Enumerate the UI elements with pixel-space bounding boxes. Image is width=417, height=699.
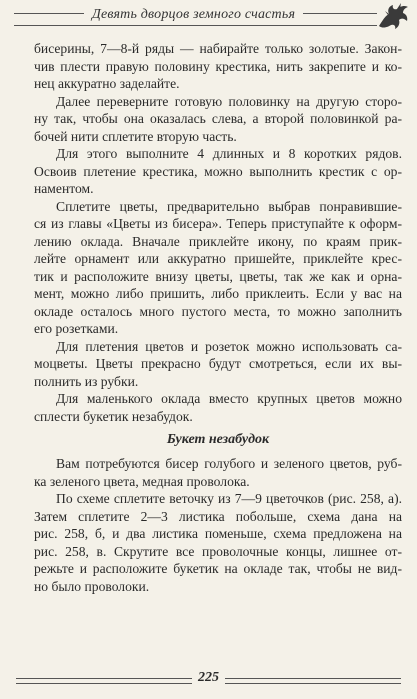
text-line: ся из главы «Цветы из бисера». Теперь приступайте к оформ- (34, 216, 402, 231)
body-text (34, 40, 402, 595)
text-line: но было проволоки. (34, 578, 150, 594)
text-line: Для плетения цветов и розеток можно использовать са- (56, 338, 402, 354)
text-line: моцветы. Цветы прекрасно будут смотреться, если их вы- (34, 356, 402, 371)
text-line: Освоив плетение крестика, можно выполнить крестик с ор- (34, 163, 402, 179)
text-line: По схеме сплетите веточку из 7—9 цветочков (рис. 258, а). (56, 491, 402, 506)
dragon-icon (375, 2, 411, 32)
text-line: чив плести правую половину крестика, нить закрепите и ко- (34, 58, 402, 74)
paragraph (34, 390, 402, 425)
text-line: ка зеленого цвета, медная проволока. (34, 473, 250, 489)
page-number-wrap (0, 670, 417, 686)
text-line: бисерины, 7—8-й ряды — набирайте только золотые. Закон- (34, 41, 402, 56)
text-line: окладе осталось много пустого места, то можно заполнить (34, 303, 402, 319)
running-header (0, 0, 417, 36)
text-line: Для маленького оклада вместо крупных цветов можно (56, 391, 402, 406)
text-line: лейте орнамент или аккуратно пришейте, приклейте крес- (34, 251, 402, 266)
text-line: наментом. (34, 181, 94, 196)
header-title: Девять дворцов земного счастья (84, 7, 303, 22)
text-line: Сплетите цветы, предварительно выбрав понравившие- (56, 198, 402, 214)
text-line: лению оклада. Вначале приклейте икону, по краям прик- (34, 233, 402, 249)
paragraph (34, 338, 402, 391)
header-title-wrap (0, 7, 387, 23)
text-line: тик и расположите внизу цветы, цветы, так же как и орна- (34, 268, 402, 284)
text-line: мент, можно либо пришить, либо приклеить. Если у вас на (34, 286, 402, 301)
text-line: ну так, чтобы она оказалась слева, а второй половинкой ра- (34, 111, 402, 126)
text-line: Вам потребуются бисер голубого и зеленого цветов, руб- (56, 456, 402, 471)
text-line: сплести букетик незабудок. (34, 408, 193, 424)
paragraph (34, 455, 402, 490)
paragraph (34, 40, 402, 93)
section-heading: Букет незабудок (166, 432, 270, 447)
text-line: Затем сплетите 2—3 листика побольше, схема дана на (34, 508, 402, 524)
text-line: рис. 258, б, и два листика поменьше, схема предложена на (34, 526, 402, 541)
paragraph (34, 198, 402, 338)
text-line: Для этого выполните 4 длинных и 8 коротких рядов. (56, 146, 402, 161)
text-line: рис. 258, в. Скрутите все проволочные концы, лишнее от- (34, 543, 402, 559)
text-line: его розетками. (34, 321, 119, 336)
text-line: нец аккуратно заделайте. (34, 76, 180, 91)
paragraph (34, 490, 402, 595)
paragraph (34, 145, 402, 198)
page-number: 225 (192, 670, 225, 685)
page-footer (0, 672, 417, 694)
text-line: бочей нити сплетите вторую часть. (34, 128, 237, 144)
paragraph (34, 93, 402, 146)
text-line: режьте и расположите букетик на окладе так, чтобы не вид- (34, 561, 402, 576)
text-line: полнить из рубки. (34, 373, 139, 389)
text-line: Далее переверните готовую половинку на другую сторо- (56, 93, 402, 109)
